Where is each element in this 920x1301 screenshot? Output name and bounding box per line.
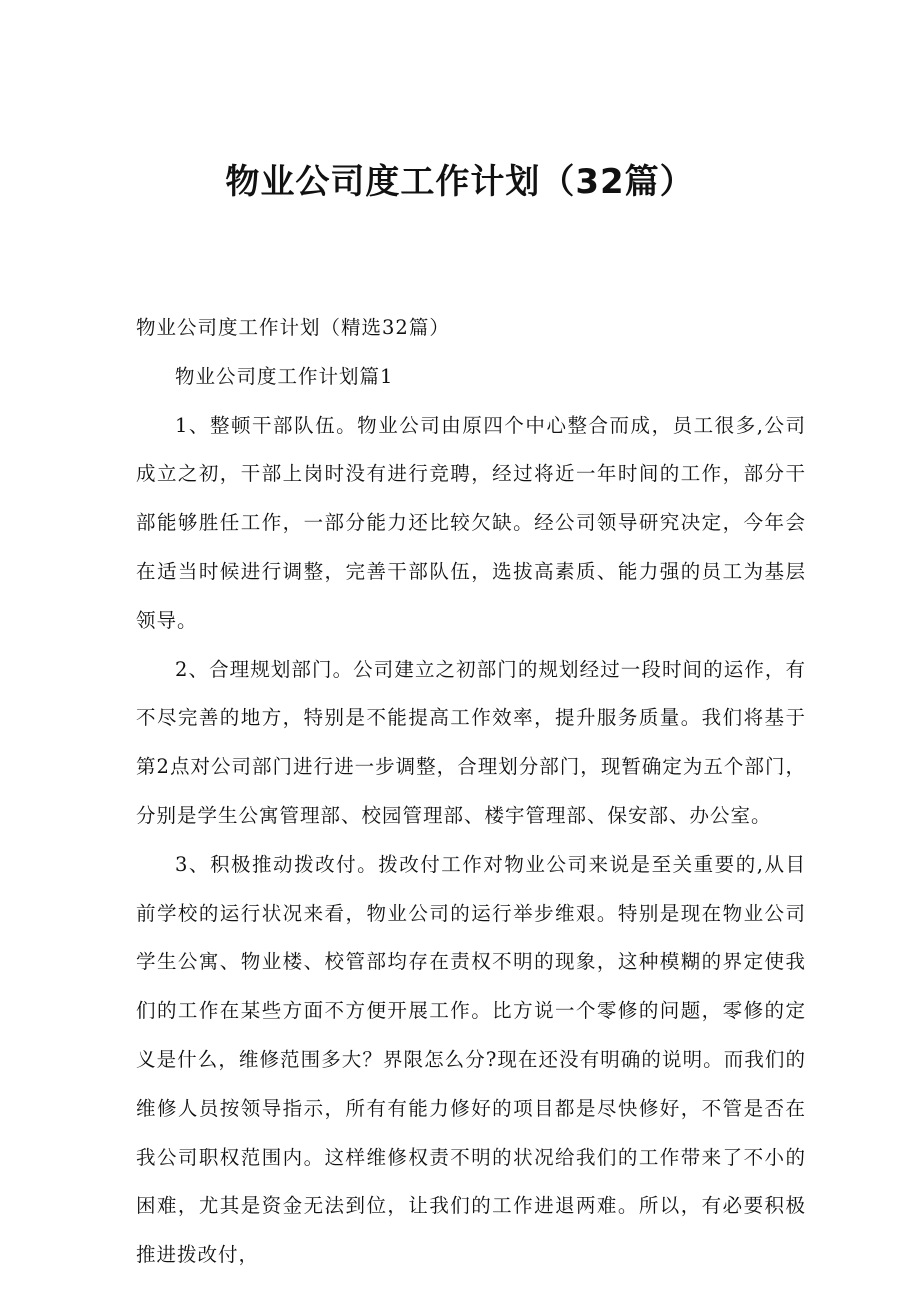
paragraph-1: 1、整顿干部队伍。物业公司由原四个中心整合而成，员工很多,公司成立之初，干部上岗时没有进行竞聘，经过将近一年时间的工作，部分干部能够胜任工作，一部分能力还比较欠缺。经公司领导研究决定，今年会在适当时候进行调整，完善干部队伍，选拔高素质、能力强的员工为基层领导。: [136, 413, 806, 632]
paragraph-3: 3、积极推动拨改付。拨改付工作对物业公司来说是至关重要的,从目前学校的运行状况来看，物业公司的运行举步维艰。特别是现在物业公司学生公寓、物业楼、校管部均存在责权不明的现象，这种模糊的界定使我们的工作在某些方面不方便开展工作。比方说一个零修的问题，零修的定义是什么，维修范围多大？界限怎么分?现在还没有明确的说明。而我们的维修人员按领导指示，所有有能力修好的项目都是尽快修好，不管是否在我公司职权范围内。这样维修权责不明的状况给我们的工作带来了不小的困难，尤其是资金无法到位，让我们的工作进退两难。所以，有必要积极推进拨改付，: [136, 852, 806, 1267]
document-title: 物业公司度工作计划（32篇）: [225, 162, 695, 202]
paragraph-2: 2、合理规划部门。公司建立之初部门的规划经过一段时间的运作，有不尽完善的地方，特别是不能提高工作效率，提升服务质量。我们将基于第2点对公司部门进行进一步调整，合理划分部门，现暂确定为五个部门，分别是学生公寓管理部、校园管理部、楼宇管理部、保安部、办公室。: [136, 657, 806, 827]
section-heading: 物业公司度工作计划篇1: [175, 364, 394, 388]
document-body: [136, 304, 806, 1280]
document-subtitle: 物业公司度工作计划（精选32篇）: [136, 316, 450, 339]
